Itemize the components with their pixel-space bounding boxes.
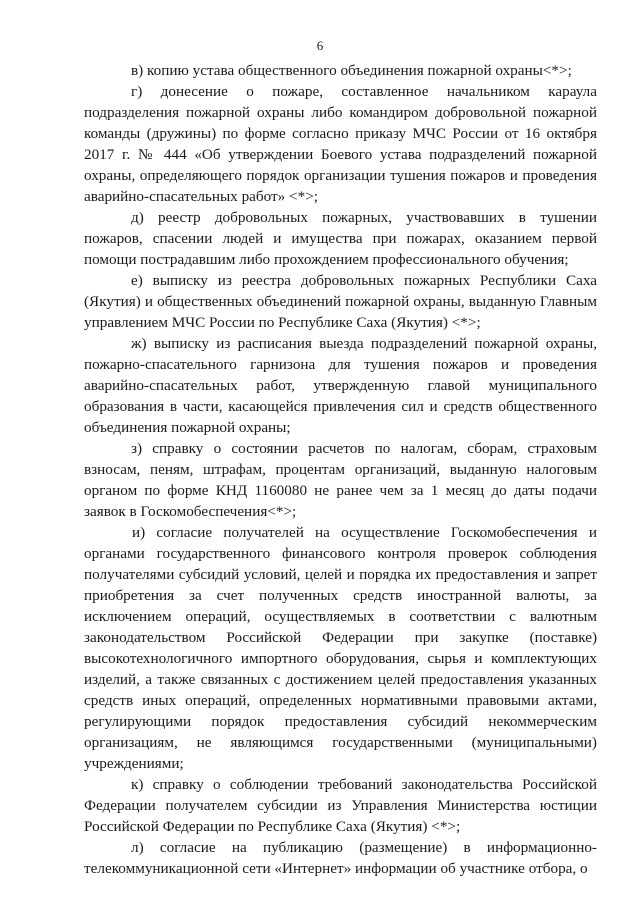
paragraph-d: д) реестр добровольных пожарных, участвовавших в тушении пожаров, спасении людей и имущества при пожарах, оказанием первой помощи пострадавшим либо прохождением профессионального обучения;: [84, 209, 597, 268]
paragraph-g: г) донесение о пожаре, составленное начальником караула подразделения пожарной охраны либо командиром добровольной пожарной команды (дружины) по форме согласно приказу МЧС России от 16 октября 2017 г. № 444 «Об утверждении Боевого устава подразделений пожарной охраны, определяющего порядок организации тушения пожаров и проведения аварийно-спасательных работ» <*>;: [84, 83, 597, 205]
paragraph-k: к) справку о соблюдении требований законодательства Российской Федерации получателем субсидии из Управления Министерства юстиции Российской Федерации по Республике Саха (Якутия) <*>;: [84, 776, 597, 835]
paragraph-v: в) копию устава общественного объединения пожарной охраны<*>;: [131, 62, 572, 79]
document-body: [84, 60, 597, 879]
paragraph-i: и) согласие получателей на осуществление Госкомобеспечения и органами государственного финансового контроля проверок соблюдения получателями субсидий условий, целей и порядка их предоставления и запрет приобретения за счет полученных средств иностранной валюты, за исключением операций, осуществляемых в соответствии с валютным законодательством Российской Федерации при закупке (поставке) высокотехнологичного импортного оборудования, сырья и комплектующих изделий, а также связанных с достижением целей предоставления указанных средств иных операций, определенных нормативными правовыми актами, регулирующими порядок предоставления субсидий некоммерческим организациям, не являющимся государственными (муниципальными) учреждениями;: [84, 524, 597, 772]
page-number: 6: [316, 38, 324, 53]
paragraph-z: з) справку о состоянии расчетов по налогам, сборам, страховым взносам, пеням, штрафам, процентам организаций, выданную налоговым органом по форме КНД 1160080 не ранее чем за 1 месяц до даты подачи заявок в Госкомобеспечения<*>;: [84, 440, 597, 520]
paragraph-l: л) согласие на публикацию (размещение) в информационно-телекоммуникационной сети «Интернет» информации об участнике отбора, о: [84, 839, 597, 877]
paragraph-zh: ж) выписку из расписания выезда подразделений пожарной охраны, пожарно-спасательного гарнизона для тушения пожаров и проведения аварийно-спасательных работ, утвержденную главой муниципального образования в части, касающейся привлечения сил и средств общественного объединения пожарной охраны;: [84, 335, 597, 436]
paragraph-e: е) выписку из реестра добровольных пожарных Республики Саха (Якутия) и общественных объединений пожарной охраны, выданную Главным управлением МЧС России по Республике Саха (Якутия) <*>;: [84, 272, 597, 331]
